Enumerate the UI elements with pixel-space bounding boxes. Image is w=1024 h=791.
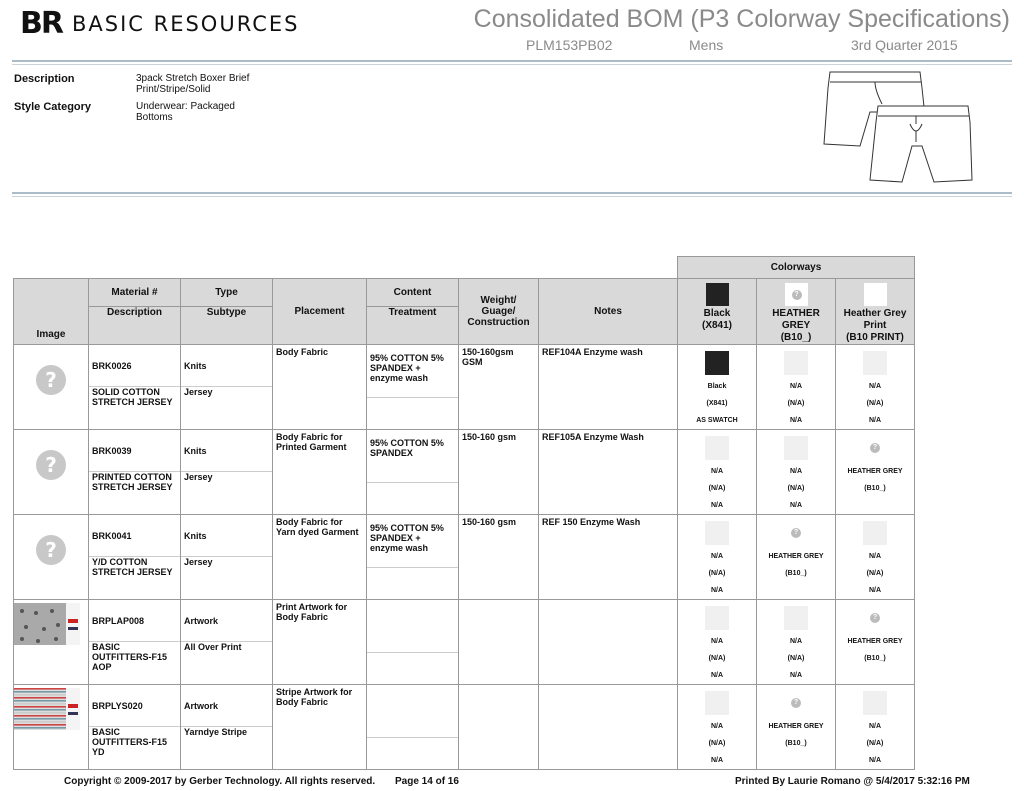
colorway-note: N/A (710, 757, 724, 764)
colorway-code: (B10_) (780, 332, 812, 343)
colorway-code: (X841) (701, 320, 732, 331)
colorway-swatch (705, 691, 729, 715)
colorway-cell (836, 345, 915, 430)
col-weight-line: Weight/ (480, 295, 517, 306)
colorway-note: AS SWATCH (696, 417, 738, 424)
colorway-cell (757, 515, 836, 600)
col-material-description (89, 279, 181, 345)
material-description: BASIC OUTFITTERS-F15 YD (92, 727, 168, 757)
document-title: Consolidated BOM (P3 Colorway Specifications) (473, 5, 1010, 33)
colorway-swatch (705, 521, 729, 545)
bom-table (13, 256, 915, 770)
colorway-cell (678, 685, 757, 770)
type-cell (181, 515, 273, 600)
colorway-swatch (863, 436, 887, 460)
header-divider-thin (12, 64, 1012, 65)
no-image-icon: ? (36, 365, 66, 395)
colorway-note: N/A (710, 672, 724, 679)
content-cell (367, 685, 459, 770)
col-treatment: Treatment (388, 307, 437, 318)
table-row (14, 345, 915, 430)
no-image-icon: ? (36, 535, 66, 565)
colorway-value: N/A (789, 638, 803, 645)
colorway-swatch (784, 436, 808, 460)
copyright: Copyright © 2009-2017 by Gerber Technology. All rights reserved. (64, 776, 376, 787)
printed-by: Printed By Laurie Romano @ 5/4/2017 5:32:16 PM (735, 776, 970, 787)
weight (459, 685, 539, 770)
content-cell (367, 430, 459, 515)
logo-mark: BR (20, 6, 62, 41)
material-content: 95% COTTON 5% SPANDEX + enzyme wash (367, 515, 458, 568)
material-type: Knits (181, 430, 272, 472)
colorway-note: N/A (868, 757, 882, 764)
colorway-code: (N/A) (708, 740, 726, 747)
colorway-value: HEATHER GREY (847, 468, 903, 475)
col-material: Material # (89, 279, 180, 307)
col-image: Image (14, 279, 89, 345)
category-line: Bottoms (136, 112, 173, 123)
material-number: BRPLYS020 (89, 685, 180, 727)
col-weight-line: Construction (467, 317, 530, 328)
content-cell (367, 345, 459, 430)
colorway-swatch (784, 691, 808, 715)
placement: Body Fabric for Yarn dyed Garment (273, 515, 367, 600)
page-number: Page 14 of 16 (395, 776, 459, 787)
col-weight-line: Guage/ (481, 306, 516, 317)
colorway-code: (B10_) (785, 570, 807, 577)
material-type: Knits (181, 515, 272, 557)
col-content: Content (367, 279, 458, 307)
colorway-value: N/A (710, 638, 724, 645)
material-description: BASIC OUTFITTERS-F15 AOP (92, 642, 168, 672)
colorway-swatch (784, 351, 808, 375)
colorway-code: (N/A) (866, 400, 884, 407)
gender: Mens (689, 37, 724, 53)
colorway-value: N/A (789, 383, 803, 390)
col-content-treatment (367, 279, 459, 345)
col-weight (459, 279, 539, 345)
colorway-cell (836, 685, 915, 770)
material-image (14, 600, 89, 685)
category-line: Underwear: Packaged (136, 101, 235, 112)
colorway-cell (836, 600, 915, 685)
material-subtype: All Over Print (184, 642, 242, 652)
colorway-cell (757, 430, 836, 515)
colorway-code: (N/A) (787, 655, 805, 662)
colorway-note (836, 497, 914, 514)
colorways-header: Colorways (678, 257, 915, 279)
colorway-value: N/A (789, 468, 803, 475)
material-image (14, 345, 89, 430)
colorway-swatch (705, 436, 729, 460)
colorway-cell (678, 430, 757, 515)
colorway-note (836, 667, 914, 684)
stripe-artwork-thumbnail (14, 688, 80, 730)
material-cell (89, 430, 181, 515)
colorway-heather-grey-print (836, 279, 915, 345)
material-subtype: Jersey (184, 557, 213, 567)
notes (539, 600, 678, 685)
colorway-note (757, 582, 835, 599)
type-cell (181, 685, 273, 770)
unknown-swatch-icon: ? (792, 290, 802, 300)
colorway-swatch (863, 606, 887, 630)
colorway-cell (836, 515, 915, 600)
colorway-note: N/A (789, 417, 803, 424)
placement: Print Artwork for Body Fabric (273, 600, 367, 685)
header-divider (12, 60, 1012, 62)
material-type: Artwork (181, 685, 272, 727)
material-description: PRINTED COTTON STRETCH JERSEY (92, 472, 173, 492)
colorway-code: (X841) (706, 400, 728, 407)
colorway-swatch (706, 283, 729, 306)
no-image-icon: ? (36, 450, 66, 480)
col-type: Type (181, 279, 272, 307)
garment-sketch (820, 68, 975, 186)
colorway-swatch (863, 521, 887, 545)
col-placement: Placement (273, 279, 367, 345)
colorway-swatch (705, 351, 729, 375)
colorway-cell (678, 600, 757, 685)
colorway-code: (N/A) (708, 655, 726, 662)
type-cell (181, 345, 273, 430)
style-category-label: Style Category (14, 101, 92, 113)
season: 3rd Quarter 2015 (851, 37, 958, 53)
colorway-black (678, 279, 757, 345)
colorway-code: (N/A) (708, 485, 726, 492)
description-label: Description (14, 73, 75, 85)
col-type-subtype (181, 279, 273, 345)
colorway-note: N/A (789, 672, 803, 679)
colorway-cell (836, 430, 915, 515)
material-number: BRK0026 (89, 345, 180, 387)
material-type: Artwork (181, 600, 272, 642)
colorway-name: Heather Grey Print (843, 308, 907, 331)
colorway-code: (B10 PRINT) (846, 332, 904, 343)
material-number: BRPLAP008 (89, 600, 180, 642)
colorway-value: HEATHER GREY (768, 723, 824, 730)
colorway-note: N/A (710, 587, 724, 594)
description-value (136, 73, 276, 95)
colorway-value: N/A (868, 723, 882, 730)
colorway-code: (B10_) (864, 485, 886, 492)
colorway-swatch (784, 521, 808, 545)
description-line: Print/Stripe/Solid (136, 84, 211, 95)
content-cell (367, 515, 459, 600)
placement: Stripe Artwork for Body Fabric (273, 685, 367, 770)
colorway-value: N/A (710, 468, 724, 475)
col-subtype: Subtype (206, 307, 247, 318)
notes: REF 150 Enzyme Wash (539, 515, 678, 600)
colorway-note: N/A (710, 502, 724, 509)
colorway-cell (757, 685, 836, 770)
colorway-cell (757, 345, 836, 430)
colorway-cell (678, 345, 757, 430)
description-line: 3pack Stretch Boxer Brief (136, 73, 250, 84)
colorway-value: Black (707, 383, 727, 390)
material-content (367, 685, 458, 738)
colorway-code: (B10_) (864, 655, 886, 662)
colorway-swatch (863, 691, 887, 715)
colorway-note: N/A (789, 502, 803, 509)
notes: REF104A Enzyme wash (539, 345, 678, 430)
info-divider (12, 192, 1012, 194)
material-description: SOLID COTTON STRETCH JERSEY (92, 387, 173, 407)
material-subtype: Jersey (184, 472, 213, 482)
colorway-cell (678, 515, 757, 600)
colorway-code: (N/A) (708, 570, 726, 577)
material-image (14, 515, 89, 600)
notes (539, 685, 678, 770)
notes: REF105A Enzyme Wash (539, 430, 678, 515)
colorway-code: (B10_) (785, 740, 807, 747)
colorway-value: HEATHER GREY (768, 553, 824, 560)
material-number: BRK0039 (89, 430, 180, 472)
colorway-swatch (784, 606, 808, 630)
type-cell (181, 600, 273, 685)
colorway-note (757, 752, 835, 769)
material-content (367, 600, 458, 653)
colorway-swatch (864, 283, 887, 306)
material-cell (89, 515, 181, 600)
colorway-swatch (785, 283, 808, 306)
material-image (14, 685, 89, 770)
colorway-name: Black (703, 308, 731, 319)
colorway-code: (N/A) (866, 570, 884, 577)
material-subtype: Yarndye Stripe (184, 727, 248, 737)
colorway-code: (N/A) (866, 740, 884, 747)
colorway-code: (N/A) (787, 485, 805, 492)
table-row (14, 685, 915, 770)
info-divider-thin (12, 196, 1012, 197)
colorway-cell (757, 600, 836, 685)
weight: 150-160 gsm (459, 515, 539, 600)
placement: Body Fabric (273, 345, 367, 430)
material-type: Knits (181, 345, 272, 387)
material-cell (89, 685, 181, 770)
material-description: Y/D COTTON STRETCH JERSEY (92, 557, 173, 577)
weight: 150-160gsm GSM (459, 345, 539, 430)
colorway-swatch (705, 606, 729, 630)
colorway-value: N/A (710, 723, 724, 730)
colorway-swatch (863, 351, 887, 375)
style-category-value (136, 101, 276, 123)
placement: Body Fabric for Printed Garment (273, 430, 367, 515)
col-description: Description (106, 307, 162, 318)
type-cell (181, 430, 273, 515)
colorway-note: N/A (868, 587, 882, 594)
colorway-heather-grey (757, 279, 836, 345)
colorway-value: N/A (710, 553, 724, 560)
material-cell (89, 600, 181, 685)
material-image (14, 430, 89, 515)
colorway-value: N/A (868, 553, 882, 560)
material-number: BRK0041 (89, 515, 180, 557)
colorway-value: HEATHER GREY (847, 638, 903, 645)
material-subtype: Jersey (184, 387, 213, 397)
colorway-note: N/A (868, 417, 882, 424)
col-notes: Notes (539, 279, 678, 345)
weight: 150-160 gsm (459, 430, 539, 515)
table-row (14, 515, 915, 600)
weight (459, 600, 539, 685)
colorway-value: N/A (868, 383, 882, 390)
brand-logo (20, 8, 300, 40)
print-artwork-thumbnail (14, 603, 80, 645)
content-cell (367, 600, 459, 685)
colorway-code: (N/A) (787, 400, 805, 407)
style-number: PLM153PB02 (526, 37, 613, 53)
material-cell (89, 345, 181, 430)
table-row (14, 600, 915, 685)
material-content: 95% COTTON 5% SPANDEX (367, 430, 458, 483)
material-content: 95% COTTON 5% SPANDEX + enzyme wash (367, 345, 458, 398)
table-row (14, 430, 915, 515)
logo-text: BASIC RESOURCES (71, 12, 300, 36)
colorway-name: HEATHER GREY (772, 308, 820, 331)
